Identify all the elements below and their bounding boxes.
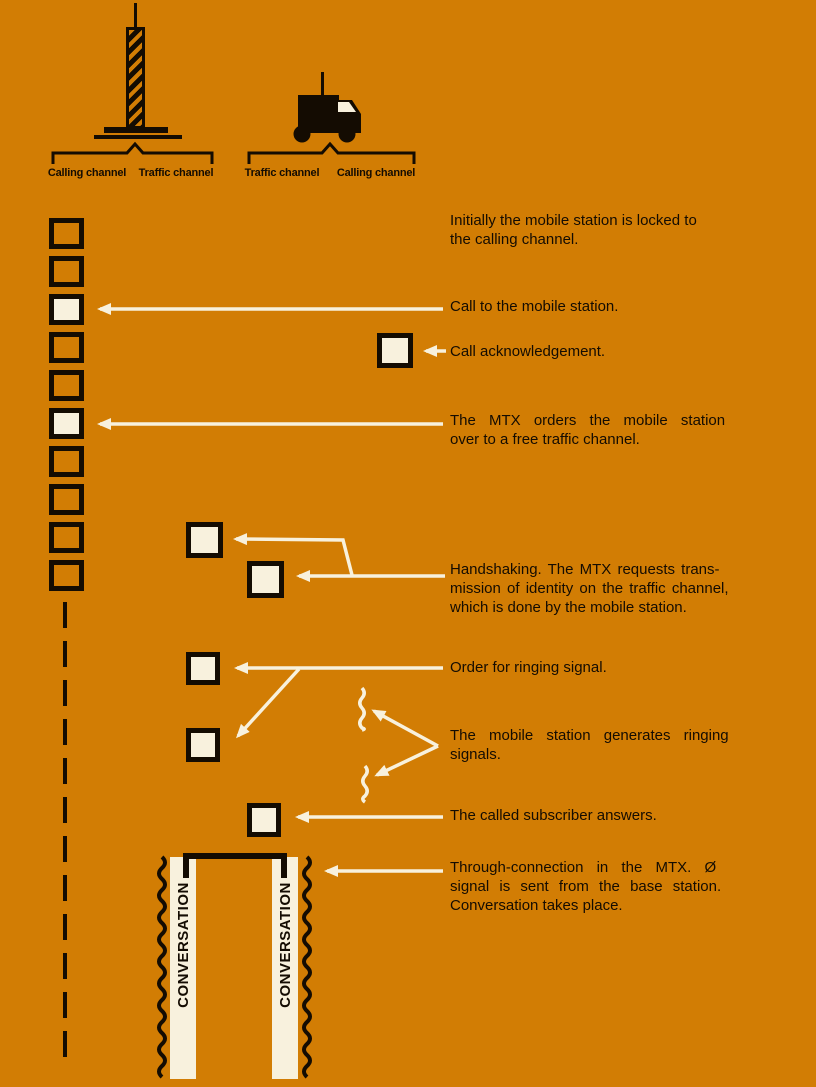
label-base-traffic-channel: Traffic channel xyxy=(138,167,214,179)
step-ringing-generated xyxy=(450,726,810,764)
frame-square xyxy=(49,560,84,591)
conversation-wave-left xyxy=(159,857,165,1077)
handshake-message-square-2 xyxy=(247,561,284,598)
time-axis-dashed-line xyxy=(63,602,67,1070)
text-line: signals. xyxy=(450,746,501,763)
text-line: Call acknowledgement. xyxy=(450,343,606,360)
frame-square xyxy=(49,370,84,401)
bracket-mobile-station xyxy=(249,144,414,164)
answer-message-square xyxy=(247,803,281,837)
label-mobile-traffic-channel: Traffic channel xyxy=(244,167,320,179)
tower-ground-line xyxy=(94,135,182,139)
truck-icon xyxy=(294,72,362,143)
call-message-square xyxy=(49,294,84,325)
step-subscriber-answers xyxy=(450,806,810,825)
text-line: signal is sent from the base station. xyxy=(450,878,722,895)
calling-channel-frame-column xyxy=(49,218,84,598)
conversation-bracket xyxy=(183,853,287,859)
step-ringing-order xyxy=(450,658,810,677)
conversation-bracket-tick-left xyxy=(183,853,189,878)
handshake-message-square-1 xyxy=(186,522,223,558)
step-handshaking xyxy=(450,560,810,617)
frame-square xyxy=(49,522,84,553)
frame-square xyxy=(49,484,84,515)
arrow-ringing-signal-up xyxy=(374,711,438,746)
text-line: The called subscriber answers. xyxy=(450,807,657,824)
text-line: The MTX orders the mobile station xyxy=(450,412,726,429)
conversation-bracket-tick-right xyxy=(281,853,287,878)
bracket-base-station xyxy=(53,144,212,164)
ringing-order-message-square xyxy=(186,652,220,685)
step-mtx-order xyxy=(450,411,810,449)
frame-square xyxy=(49,256,84,287)
step-through-connection xyxy=(450,858,810,915)
step-call-to-mobile xyxy=(450,297,810,316)
text-line: the calling channel. xyxy=(450,231,579,248)
conversation-wave-right xyxy=(304,857,310,1077)
text-line: over to a free traffic channel. xyxy=(450,431,640,448)
text-line: Conversation takes place. xyxy=(450,897,623,914)
tower-base xyxy=(104,127,168,133)
label-mobile-calling-channel: Calling channel xyxy=(336,167,416,179)
text-line: Through-connection in the MTX. Ø xyxy=(450,859,717,876)
ringing-signal-wave-1 xyxy=(360,688,364,730)
frame-square xyxy=(49,332,84,363)
text-line: Handshaking. The MTX requests trans- xyxy=(450,561,720,578)
text-line: mission of identity on the traffic channel, xyxy=(450,580,729,597)
text-line: Order for ringing signal. xyxy=(450,659,607,676)
step-initially-locked xyxy=(450,211,810,249)
text-line: Call to the mobile station. xyxy=(450,298,619,315)
mtx-order-message-square xyxy=(49,408,84,439)
tower-antenna xyxy=(134,3,137,29)
conversation-label-right: CONVERSATION xyxy=(277,882,294,1008)
frame-square xyxy=(49,446,84,477)
frame-square xyxy=(49,218,84,249)
ringing-signal-wave-2 xyxy=(363,766,367,802)
conversation-label-left: CONVERSATION xyxy=(175,882,192,1008)
arrow-ringing-signal-down xyxy=(377,746,438,775)
text-line: which is done by the mobile station. xyxy=(450,599,687,616)
label-base-calling-channel: Calling channel xyxy=(47,167,127,179)
ringing-generate-message-square xyxy=(186,728,220,762)
call-ack-message-square xyxy=(377,333,413,368)
arrow-ringing-order-branch xyxy=(238,669,299,736)
text-line: Initially the mobile station is locked to xyxy=(450,212,697,229)
step-call-ack xyxy=(450,342,810,361)
radio-tower-icon xyxy=(126,27,145,129)
text-line: The mobile station generates ringing xyxy=(450,727,729,744)
